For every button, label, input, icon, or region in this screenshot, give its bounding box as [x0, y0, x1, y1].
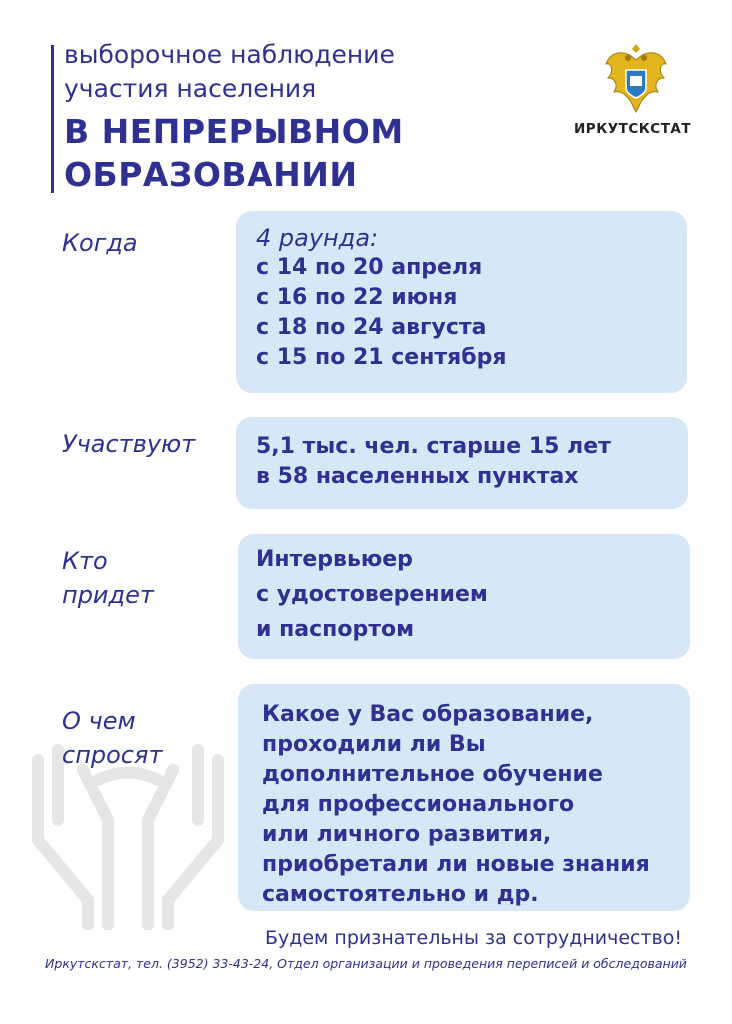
- interviewer-line-3: и паспортом: [256, 617, 415, 642]
- rounds-count: 4 раунда:: [256, 224, 379, 252]
- interviewer-box: [238, 534, 690, 659]
- interviewer-line-2: с удостоверением: [256, 582, 488, 607]
- questions-line-3: дополнительное обучение: [262, 762, 603, 787]
- questions-line-6: приобретали ли новые знания: [262, 852, 650, 877]
- subtitle-line-2: участия населения: [64, 74, 317, 103]
- logo-text: ИРКУТСКСТАТ: [574, 121, 692, 137]
- thanks-text: Будем признательны за сотрудничество!: [264, 927, 682, 949]
- label-questions-1: О чем: [62, 707, 136, 735]
- when-box: [236, 211, 687, 393]
- label-questions-2: спросят: [62, 741, 163, 769]
- footer-contact: Иркутскстат, тел. (3952) 33-43-24, Отдел организации и проведения переписей и обследований: [45, 956, 687, 971]
- questions-line-5: или личного развития,: [262, 822, 552, 847]
- questions-box: [238, 684, 690, 911]
- questions-line-4: для профессионального: [262, 792, 575, 817]
- title-line-1: В НЕПРЕРЫВНОМ: [64, 112, 404, 151]
- round-4: с 15 по 21 сентября: [256, 345, 507, 370]
- subtitle-line-1: выборочное наблюдение: [64, 40, 395, 69]
- round-2: с 16 по 22 июня: [256, 285, 458, 310]
- label-when: Когда: [62, 229, 138, 257]
- round-3: с 18 по 24 августа: [256, 315, 487, 340]
- title-accent-line: [51, 45, 54, 193]
- questions-line-7: самостоятельно и др.: [262, 882, 539, 907]
- label-participants: Участвуют: [62, 430, 196, 458]
- participants-box: [236, 417, 688, 509]
- participants-line-1: 5,1 тыс. чел. старше 15 лет: [256, 434, 611, 459]
- title-line-2: ОБРАЗОВАНИИ: [64, 155, 358, 194]
- participants-line-2: в 58 населенных пунктах: [256, 464, 579, 489]
- label-who-comes-2: придет: [62, 581, 154, 609]
- eagle-emblem-icon: [604, 42, 668, 114]
- questions-line-2: проходили ли Вы: [262, 732, 486, 757]
- label-who-comes-1: Кто: [62, 547, 108, 575]
- round-1: с 14 по 20 апреля: [256, 255, 483, 280]
- questions-line-1: Какое у Вас образование,: [262, 702, 594, 727]
- interviewer-line-1: Интервьюер: [256, 547, 413, 572]
